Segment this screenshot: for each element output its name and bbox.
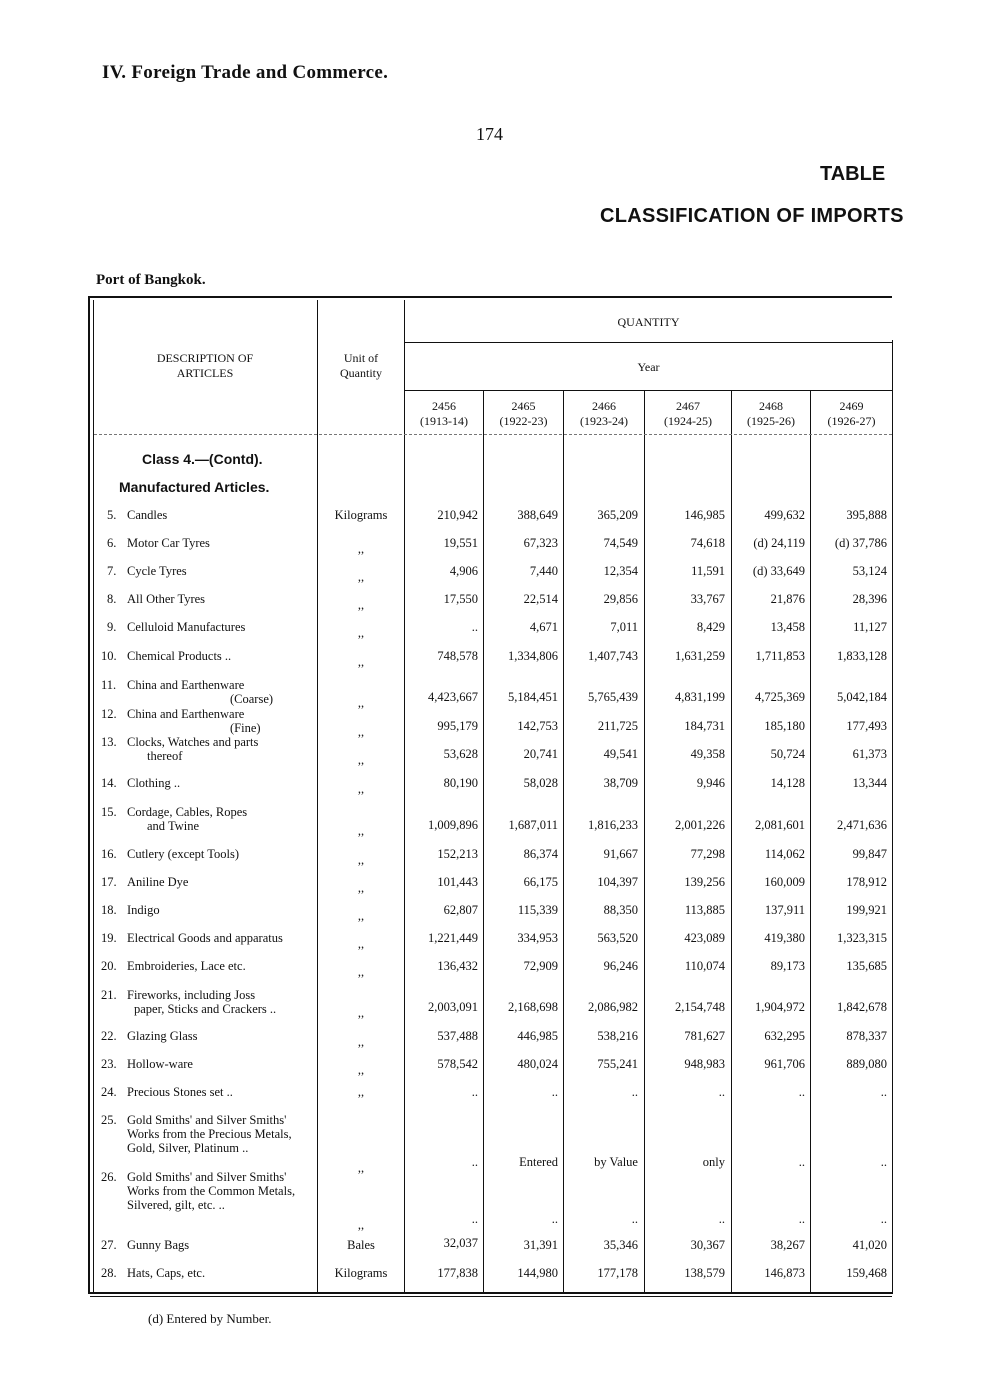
row-number: 6. [107, 536, 117, 550]
row-value: 2,081,601 [755, 818, 805, 832]
row-description: China and Earthenware [127, 707, 245, 721]
row-unit: ,, [357, 753, 365, 767]
row-value: 13,344 [852, 776, 887, 790]
col-header-year: Year [637, 360, 660, 374]
row-value: 53,124 [852, 564, 887, 578]
row-value: 136,432 [437, 959, 478, 973]
row-value: 211,725 [597, 719, 638, 733]
row-description-continued: thereof [147, 749, 183, 763]
row-value: 33,767 [690, 592, 725, 606]
row-description: Motor Car Tyres [127, 536, 210, 550]
row-value: 4,671 [529, 620, 558, 634]
row-value: 423,089 [684, 931, 725, 945]
row-value: 61,373 [852, 747, 887, 761]
row-unit: ,, [357, 782, 365, 796]
row-value: 395,888 [846, 508, 887, 522]
row-value: 17,550 [443, 592, 478, 606]
row-number: 11. [101, 678, 117, 692]
row-value: 104,397 [597, 875, 638, 889]
row-value: 5,184,451 [508, 690, 558, 704]
row-value: 365,209 [597, 508, 638, 522]
row-value: 5,042,184 [837, 690, 887, 704]
row-description: Electrical Goods and apparatus [127, 931, 283, 945]
row-value: 748,578 [437, 649, 478, 663]
row-unit: ,, [357, 1006, 365, 1020]
row-value: .. [471, 1212, 478, 1226]
row-value: 11,127 [853, 620, 887, 634]
table-bottom-rule [88, 1292, 892, 1294]
row-number: 5. [107, 508, 117, 522]
row-value: 101,443 [437, 875, 478, 889]
row-number: 13. [101, 735, 117, 749]
row-unit: ,, [357, 881, 365, 895]
row-description: Cutlery (except Tools) [127, 847, 240, 861]
row-unit: ,, [357, 1035, 365, 1049]
table-top-rule [88, 296, 892, 298]
row-number: 21. [101, 988, 117, 1002]
row-number: 17. [101, 875, 117, 889]
row-unit: ,, [357, 824, 365, 838]
row-value: 88,350 [603, 903, 638, 917]
row-unit: Kilograms [334, 1266, 388, 1280]
footnote: (d) Entered by Number. [148, 1311, 272, 1326]
col-header-unit: Unit of Quantity [340, 351, 382, 380]
row-value: 878,337 [846, 1029, 887, 1043]
row-value: 499,632 [764, 508, 805, 522]
row-value: 152,213 [437, 847, 478, 861]
row-value: 144,980 [517, 1266, 558, 1280]
row-value: 178,912 [846, 875, 887, 889]
subheading: Manufactured Articles. [119, 479, 270, 495]
row-description: China and Earthenware [127, 678, 245, 692]
row-description: Candles [127, 508, 168, 522]
row-value: 38,709 [603, 776, 638, 790]
row-number: 7. [107, 564, 117, 578]
row-value: 2,154,748 [675, 1000, 725, 1014]
row-value: 41,020 [852, 1238, 887, 1252]
row-value: 177,493 [846, 719, 887, 733]
year-header: 2465 (1922-23) [499, 399, 548, 428]
row-value: 50,724 [770, 747, 805, 761]
row-value: 446,985 [517, 1029, 558, 1043]
row-value: 1,711,853 [755, 649, 805, 663]
row-value: 1,904,972 [755, 1000, 805, 1014]
row-value: 1,833,128 [837, 649, 887, 663]
row-value: by Value [594, 1155, 638, 1169]
row-unit: ,, [357, 1161, 365, 1175]
row-description: Aniline Dye [127, 875, 189, 889]
row-value: .. [551, 1085, 558, 1099]
row-description: Cycle Tyres [127, 564, 187, 578]
row-value: .. [798, 1085, 805, 1099]
row-number: 19. [101, 931, 117, 945]
row-value: .. [718, 1212, 725, 1226]
row-unit: ,, [357, 965, 365, 979]
row-value: (d) 37,786 [834, 536, 887, 550]
row-value: 334,953 [517, 931, 558, 945]
row-value: .. [880, 1212, 887, 1226]
row-description: Chemical Products .. [127, 649, 232, 663]
row-value: .. [471, 620, 478, 634]
row-value: 177,838 [437, 1266, 478, 1280]
row-value: .. [880, 1085, 887, 1099]
row-value: 995,179 [437, 719, 478, 733]
row-value: 110,074 [684, 959, 725, 973]
row-value: 20,741 [523, 747, 558, 761]
row-value: 388,649 [517, 508, 558, 522]
row-number: 14. [101, 776, 117, 790]
row-value: 96,246 [603, 959, 638, 973]
row-value: only [702, 1155, 725, 1169]
row-number: 26. [101, 1170, 117, 1184]
row-unit: ,, [357, 598, 365, 612]
row-number: 28. [101, 1266, 117, 1280]
row-value: 1,842,678 [837, 1000, 887, 1014]
row-unit: Kilograms [334, 508, 388, 522]
table-right-rule [892, 340, 893, 1294]
row-value: 2,003,091 [428, 1000, 478, 1014]
row-value: 86,374 [523, 847, 558, 861]
row-value: 49,541 [603, 747, 638, 761]
row-unit: Bales [347, 1238, 375, 1252]
row-value: 538,216 [597, 1029, 638, 1043]
row-value: .. [718, 1085, 725, 1099]
row-value: 113,885 [684, 903, 725, 917]
col-divider-3 [644, 390, 645, 1292]
row-number: 8. [107, 592, 117, 606]
row-value: 89,173 [770, 959, 805, 973]
year-header: 2467 (1924-25) [664, 399, 712, 428]
row-description: Fireworks, including Joss [127, 988, 256, 1002]
row-description: Embroideries, Lace etc. [127, 959, 246, 973]
row-value: 99,847 [852, 847, 887, 861]
row-value: 159,468 [846, 1266, 887, 1280]
row-unit: ,, [357, 909, 365, 923]
row-value: .. [798, 1155, 805, 1169]
row-value: (d) 24,119 [753, 536, 805, 550]
row-value: .. [880, 1155, 887, 1169]
row-value: 114,062 [764, 847, 805, 861]
row-value: 563,520 [597, 931, 638, 945]
row-value: 1,323,315 [837, 931, 887, 945]
row-value: .. [631, 1212, 638, 1226]
row-value: 31,391 [523, 1238, 558, 1252]
row-value: 58,028 [523, 776, 558, 790]
row-description: All Other Tyres [127, 592, 206, 606]
year-header: 2468 (1925-26) [747, 399, 795, 428]
row-unit: ,, [357, 542, 365, 556]
row-description: Glazing Glass [127, 1029, 198, 1043]
row-value: 80,190 [443, 776, 478, 790]
row-value: 35,346 [603, 1238, 638, 1252]
row-value: 7,440 [529, 564, 558, 578]
row-value: 21,876 [770, 592, 805, 606]
row-unit: ,, [357, 853, 365, 867]
row-value: 1,334,806 [508, 649, 558, 663]
row-value: (d) 33,649 [752, 564, 805, 578]
row-value: 142,753 [517, 719, 558, 733]
row-description-continued: (Coarse) [230, 692, 274, 706]
row-value: 74,618 [690, 536, 725, 550]
row-value: 62,807 [443, 903, 478, 917]
row-value: 4,831,199 [675, 690, 725, 704]
class-heading: Class 4.—(Contd). [142, 451, 263, 467]
row-value: 4,906 [449, 564, 478, 578]
row-description-continued: paper, Sticks and Crackers .. [134, 1002, 277, 1016]
row-value: 4,423,667 [428, 690, 478, 704]
row-value: 210,942 [437, 508, 478, 522]
row-value: 2,086,982 [588, 1000, 638, 1014]
row-unit: ,, [357, 1063, 365, 1077]
row-unit: ,, [357, 570, 365, 584]
row-value: 91,667 [603, 847, 638, 861]
row-value: 1,221,449 [428, 931, 478, 945]
section-heading: IV. Foreign Trade and Commerce. [102, 62, 389, 83]
row-value: 8,429 [696, 620, 725, 634]
row-number: 10. [101, 649, 117, 663]
year-header: 2469 (1926-27) [827, 399, 876, 428]
row-number: 23. [101, 1057, 117, 1071]
port-label: Port of Bangkok. [96, 272, 206, 288]
quantity-rule [404, 342, 893, 343]
row-number: 9. [107, 620, 117, 634]
row-description-continued: (Fine) [230, 721, 261, 735]
row-description: Gunny Bags [127, 1238, 190, 1252]
row-number: 22. [101, 1029, 117, 1043]
row-value: 177,178 [597, 1266, 638, 1280]
row-value: 28,396 [852, 592, 887, 606]
row-value: 115,339 [517, 903, 558, 917]
row-value: 53,628 [443, 747, 478, 761]
row-value: 135,685 [846, 959, 887, 973]
row-value: 77,298 [690, 847, 725, 861]
row-value: 32,037 [443, 1236, 478, 1250]
header-bottom-rule [94, 434, 892, 435]
row-value: 578,542 [437, 1057, 478, 1071]
row-value: 755,241 [597, 1057, 638, 1071]
table-left-rule [88, 296, 90, 1294]
row-value: 1,631,259 [675, 649, 725, 663]
row-unit: ,, [357, 1218, 365, 1232]
row-value: 5,765,439 [588, 690, 638, 704]
row-value: 30,367 [690, 1238, 725, 1252]
row-description: Hollow-ware [127, 1057, 193, 1071]
row-value: 29,856 [603, 592, 638, 606]
row-value: 781,627 [684, 1029, 725, 1043]
row-value: 67,323 [523, 536, 558, 550]
row-value: 632,295 [764, 1029, 805, 1043]
row-value: 537,488 [437, 1029, 478, 1043]
row-value: 19,551 [443, 536, 478, 550]
row-unit: ,, [357, 937, 365, 951]
col-header-quantity: QUANTITY [617, 315, 680, 329]
row-unit: ,, [357, 655, 365, 669]
row-number: 24. [101, 1085, 117, 1099]
row-value: 38,267 [770, 1238, 805, 1252]
row-value: 14,128 [770, 776, 805, 790]
row-description: Precious Stones set .. [127, 1085, 233, 1099]
row-value: .. [551, 1212, 558, 1226]
row-unit: ,, [357, 725, 365, 739]
row-number: 27. [101, 1238, 117, 1252]
table-left-rule-2 [93, 300, 94, 1292]
row-value: 11,591 [691, 564, 725, 578]
row-number: 25. [101, 1113, 117, 1127]
row-value: 66,175 [523, 875, 558, 889]
row-value: 1,816,233 [588, 818, 638, 832]
row-value: .. [798, 1212, 805, 1226]
row-description: Clocks, Watches and parts [127, 735, 259, 749]
row-value: 72,909 [523, 959, 558, 973]
row-number: 16. [101, 847, 117, 861]
row-value: 948,983 [684, 1057, 725, 1071]
row-value: 185,180 [764, 719, 805, 733]
row-value: 138,579 [684, 1266, 725, 1280]
row-value: 13,458 [770, 620, 805, 634]
row-description: Clothing .. [127, 776, 181, 790]
row-value: 961,706 [764, 1057, 805, 1071]
row-number: 15. [101, 805, 117, 819]
row-value: .. [471, 1085, 478, 1099]
row-value: Entered [519, 1155, 558, 1169]
row-value: 1,687,011 [508, 818, 558, 832]
col-divider-desc [317, 300, 318, 1292]
row-value: 12,354 [603, 564, 638, 578]
row-value: 2,001,226 [675, 818, 725, 832]
row-value: 184,731 [684, 719, 725, 733]
row-value: 2,168,698 [508, 1000, 558, 1014]
row-description: Indigo [127, 903, 160, 917]
row-description: Gold Smiths' and Silver Smiths' Works from the Common Metals, Silvered, gilt, etc. .. [127, 1170, 296, 1212]
row-number: 18. [101, 903, 117, 917]
row-number: 12. [101, 707, 117, 721]
row-unit: ,, [357, 626, 365, 640]
row-value: 199,921 [846, 903, 887, 917]
col-divider-unit [404, 300, 405, 1292]
row-description: Cordage, Cables, Ropes [127, 805, 248, 819]
row-value: 7,011 [610, 620, 638, 634]
col-header-description: DESCRIPTION OF ARTICLES [156, 351, 254, 380]
table-title: CLASSIFICATION OF IMPORTS [600, 205, 904, 227]
row-value: 139,256 [684, 875, 725, 889]
row-value: 146,873 [764, 1266, 805, 1280]
row-value: 9,946 [696, 776, 725, 790]
row-unit: ,, [357, 1085, 365, 1099]
page-number: 174 [476, 124, 503, 144]
row-value: 1,407,743 [588, 649, 638, 663]
row-value: 419,380 [764, 931, 805, 945]
row-value: 2,471,636 [837, 818, 887, 832]
row-value: 480,024 [517, 1057, 558, 1071]
row-value: 49,358 [690, 747, 725, 761]
year-header: 2466 (1923-24) [580, 399, 628, 428]
row-unit: ,, [357, 696, 365, 710]
table-label: TABLE [820, 163, 886, 185]
table-bottom-rule-2 [90, 1296, 892, 1297]
row-number: 20. [101, 959, 117, 973]
year-rule [404, 390, 893, 391]
row-value: 889,080 [846, 1057, 887, 1071]
row-description: Celluloid Manufactures [127, 620, 246, 634]
row-value: 74,549 [603, 536, 638, 550]
row-description: Hats, Caps, etc. [127, 1266, 206, 1280]
row-description: Gold Smiths' and Silver Smiths' Works from the Precious Metals, Gold, Silver, Platinum .. [127, 1113, 292, 1155]
row-value: 160,009 [764, 875, 805, 889]
row-value: 1,009,896 [428, 818, 478, 832]
row-value: .. [631, 1085, 638, 1099]
year-header: 2456 (1913-14) [420, 399, 468, 428]
row-value: .. [471, 1155, 478, 1169]
row-description-continued: and Twine [147, 819, 200, 833]
row-value: 137,911 [764, 903, 805, 917]
row-value: 4,725,369 [755, 690, 805, 704]
row-value: 22,514 [523, 592, 558, 606]
row-value: 146,985 [684, 508, 725, 522]
